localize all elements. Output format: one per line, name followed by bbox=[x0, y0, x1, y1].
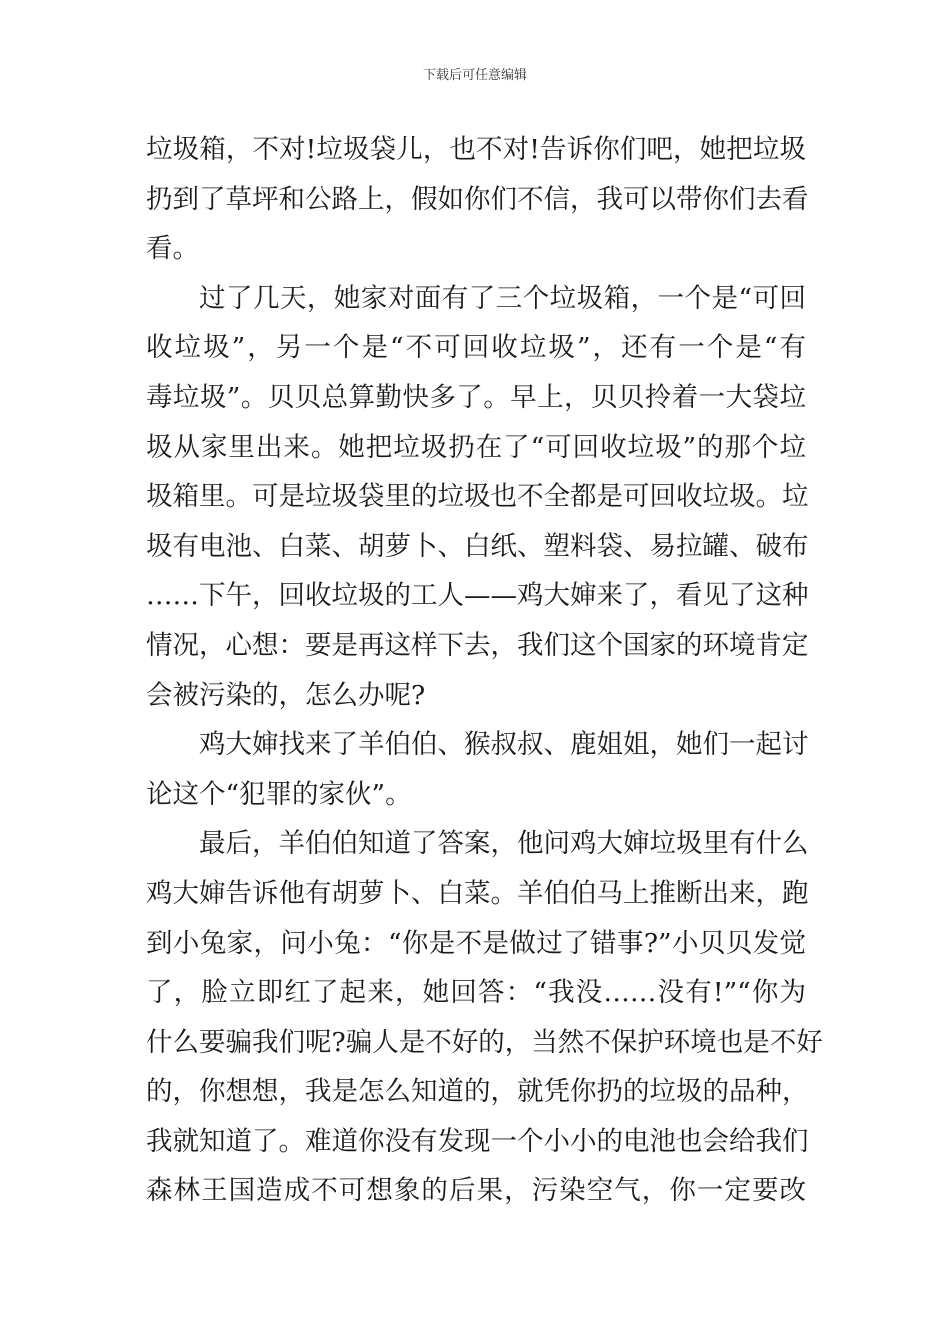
text-line: 圾从家里出来。她把垃圾扔在了“可回收垃圾”的那个垃 bbox=[146, 431, 806, 463]
document-body bbox=[146, 125, 823, 1216]
text-line: 会被污染的，怎么办呢? bbox=[146, 679, 426, 711]
text-line: ……下午，回收垃圾的工人——鸡大婶来了，看见了这种 bbox=[146, 580, 809, 612]
text-line: 过了几天，她家对面有了三个垃圾箱，一个是“可回 bbox=[199, 282, 806, 314]
text-line: 圾有电池、白菜、胡萝卜、白纸、塑料袋、易拉罐、破布 bbox=[146, 530, 809, 562]
text-line: 看。 bbox=[146, 233, 199, 265]
text-line: 收垃圾”，另一个是“不可回收垃圾”，还有一个是“有 bbox=[146, 332, 806, 364]
text-line: 情况，心想：要是再这样下去，我们这个国家的环境肯定 bbox=[146, 629, 809, 661]
text-line: 扔到了草坪和公路上，假如你们不信，我可以带你们去看 bbox=[146, 183, 809, 215]
text-line: 什么要骗我们呢?骗人是不好的，当然不保护环境也是不好 bbox=[146, 1026, 823, 1058]
page-header: 下载后可任意编辑 bbox=[422, 68, 527, 83]
text-line: 鸡大婶找来了羊伯伯、猴叔叔、鹿姐姐，她们一起讨 bbox=[199, 729, 809, 761]
text-line: 垃圾箱，不对!垃圾袋儿，也不对!告诉你们吧，她把垃圾 bbox=[146, 134, 806, 165]
text-line: 鸡大婶告诉他有胡萝卜、白菜。羊伯伯马上推断出来，跑 bbox=[146, 877, 809, 909]
text-line: 我就知道了。难道你没有发现一个小小的电池也会给我们 bbox=[146, 1125, 809, 1157]
text-line: 森林王国造成不可想象的后果，污染空气，你一定要改 bbox=[146, 1175, 806, 1207]
text-line: 论这个“犯罪的家伙”。 bbox=[146, 778, 412, 810]
text-line: 了，脸立即红了起来，她回答：“我没……没有!”“你为 bbox=[146, 977, 806, 1009]
text-line: 圾箱里。可是垃圾袋里的垃圾也不全都是可回收垃圾。垃 bbox=[146, 481, 809, 513]
text-line: 的，你想想，我是怎么知道的，就凭你扔的垃圾的品种， bbox=[146, 1076, 809, 1108]
text-line: 毒垃圾”。贝贝总算勤快多了。早上，贝贝拎着一大袋垃 bbox=[146, 381, 806, 413]
text-line: 最后，羊伯伯知道了答案，他问鸡大婶垃圾里有什么 bbox=[199, 828, 809, 860]
text-line: 到小兔家，问小兔：“你是不是做过了错事?”小贝贝发觉 bbox=[146, 927, 806, 959]
